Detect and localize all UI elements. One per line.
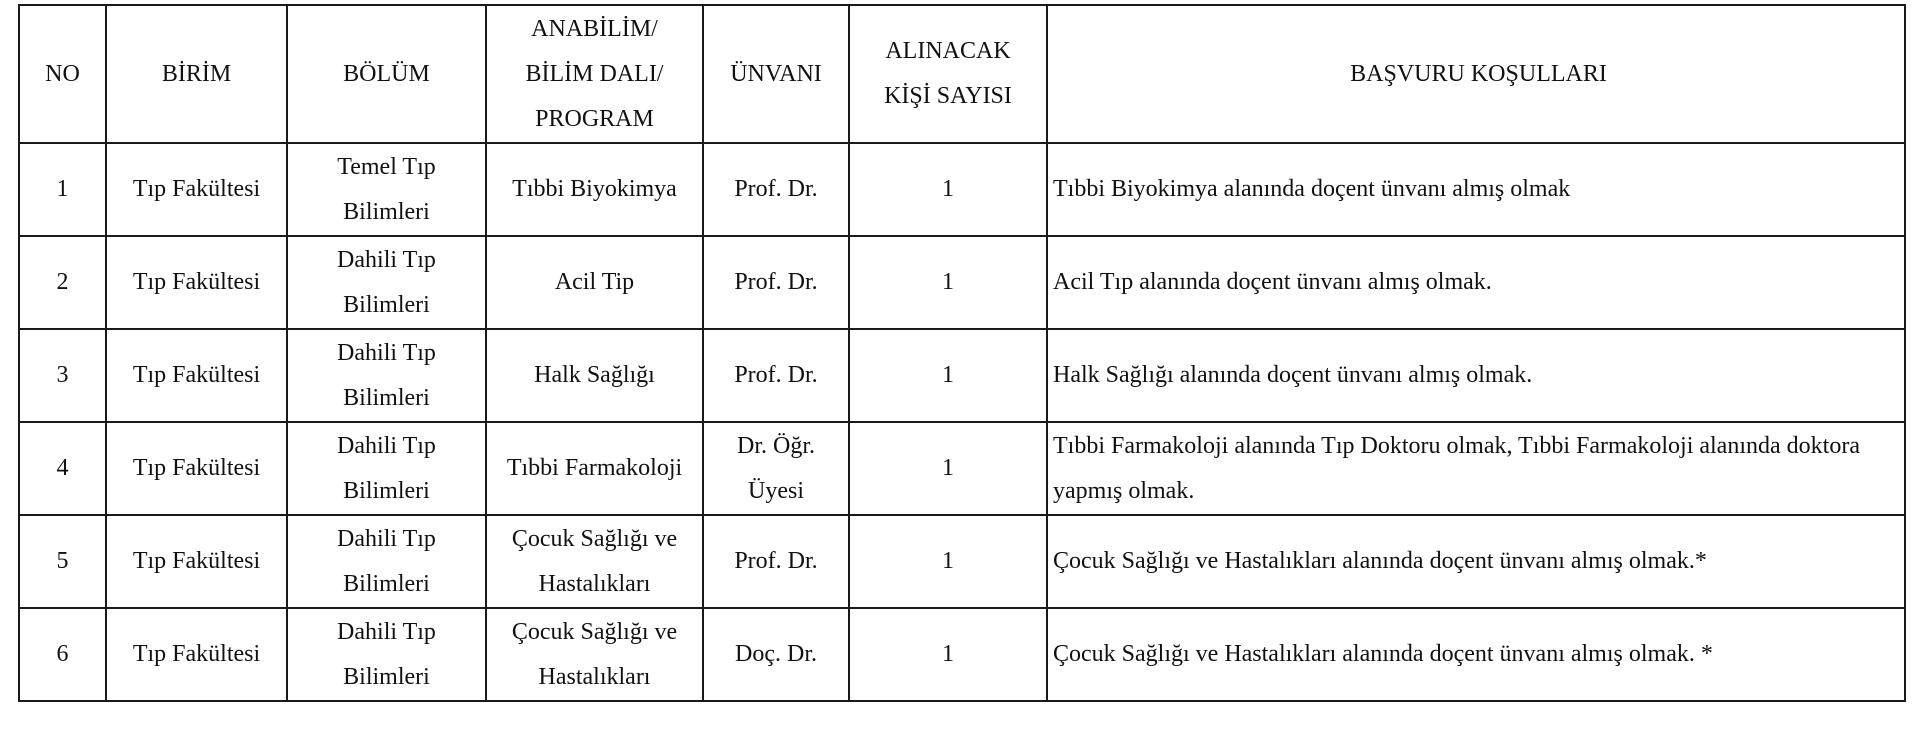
row-birim: Tıp Fakültesi xyxy=(106,236,287,329)
row-unvan-line: Doç. Dr. xyxy=(735,641,817,667)
row-no: 6 xyxy=(19,608,106,701)
header-row xyxy=(19,5,1905,143)
header-anabilim xyxy=(486,5,703,143)
row-anabilim xyxy=(486,608,703,701)
table-body xyxy=(19,143,1905,701)
row-no: 4 xyxy=(19,422,106,515)
row-anabilim-line: Hastalıkları xyxy=(538,570,651,597)
row-unvan xyxy=(703,515,849,608)
row-basvuru-kosulu: Çocuk Sağlığı ve Hastalıkları alanında doçent ünvanı almış olmak.* xyxy=(1047,515,1905,608)
table-row xyxy=(19,329,1905,422)
header-anabilim-line: PROGRAM xyxy=(535,105,654,132)
row-birim: Tıp Fakültesi xyxy=(106,608,287,701)
row-anabilim-line: Hastalıkları xyxy=(538,663,651,690)
row-kisi-sayisi: 1 xyxy=(849,422,1047,515)
row-anabilim-line: Çocuk Sağlığı ve xyxy=(511,525,678,552)
row-unvan xyxy=(703,329,849,422)
row-bolum-line: Bilimleri xyxy=(343,291,430,318)
row-anabilim-line: Çocuk Sağlığı ve xyxy=(511,618,678,645)
row-basvuru-kosulu: Çocuk Sağlığı ve Hastalıkları alanında doçent ünvanı almış olmak. * xyxy=(1047,608,1905,701)
row-bolum xyxy=(287,422,486,515)
table-row xyxy=(19,422,1905,515)
header-basvuru: BAŞVURU KOŞULLARI xyxy=(1047,5,1905,143)
row-unvan-line: Prof. Dr. xyxy=(734,269,818,295)
row-basvuru-kosulu: Tıbbi Farmakoloji alanında Tıp Doktoru olmak, Tıbbi Farmakoloji alanında doktora yapmış olmak. xyxy=(1047,422,1905,515)
table-row xyxy=(19,236,1905,329)
row-birim: Tıp Fakültesi xyxy=(106,143,287,236)
row-bolum-line: Dahili Tıp xyxy=(337,339,436,366)
header-anabilim-line: BİLİM DALI/ xyxy=(525,60,664,87)
row-bolum xyxy=(287,143,486,236)
table-row xyxy=(19,515,1905,608)
row-birim: Tıp Fakültesi xyxy=(106,422,287,515)
row-bolum-line: Bilimleri xyxy=(343,477,430,504)
row-anabilim xyxy=(486,143,703,236)
row-basvuru-kosulu: Acil Tıp alanında doçent ünvanı almış olmak. xyxy=(1047,236,1905,329)
row-no: 1 xyxy=(19,143,106,236)
row-basvuru-kosulu: Halk Sağlığı alanında doçent ünvanı almış olmak. xyxy=(1047,329,1905,422)
header-no: NO xyxy=(19,5,106,143)
row-bolum-line: Dahili Tıp xyxy=(337,246,436,273)
header-bolum: BÖLÜM xyxy=(287,5,486,143)
row-anabilim xyxy=(486,422,703,515)
positions-table xyxy=(18,4,1906,702)
row-birim: Tıp Fakültesi xyxy=(106,329,287,422)
row-bolum-line: Bilimleri xyxy=(343,198,430,225)
row-bolum-line: Temel Tıp xyxy=(337,153,436,180)
row-kisi-sayisi: 1 xyxy=(849,608,1047,701)
row-bolum-line: Dahili Tıp xyxy=(337,432,436,459)
row-anabilim xyxy=(486,515,703,608)
row-unvan xyxy=(703,608,849,701)
row-unvan-line: Prof. Dr. xyxy=(734,362,818,388)
row-unvan-line: Dr. Öğr. xyxy=(737,432,815,459)
header-unvani: ÜNVANI xyxy=(703,5,849,143)
row-anabilim xyxy=(486,329,703,422)
row-bolum-line: Dahili Tıp xyxy=(337,618,436,645)
row-anabilim-line: Tıbbi Farmakoloji xyxy=(506,455,683,481)
table-row xyxy=(19,143,1905,236)
row-kisi-sayisi: 1 xyxy=(849,143,1047,236)
row-birim: Tıp Fakültesi xyxy=(106,515,287,608)
row-anabilim xyxy=(486,236,703,329)
row-bolum-line: Bilimleri xyxy=(343,663,430,690)
header-birim: BİRİM xyxy=(106,5,287,143)
header-anabilim-line: ANABİLİM/ xyxy=(531,15,658,42)
row-bolum-line: Bilimleri xyxy=(343,384,430,411)
row-bolum xyxy=(287,236,486,329)
row-unvan xyxy=(703,143,849,236)
row-bolum-line: Dahili Tıp xyxy=(337,525,436,552)
row-anabilim-line: Halk Sağlığı xyxy=(534,362,655,388)
row-unvan-line: Üyesi xyxy=(748,477,804,504)
row-unvan xyxy=(703,236,849,329)
row-bolum xyxy=(287,515,486,608)
row-bolum xyxy=(287,329,486,422)
header-alinacak-line: ALINACAK xyxy=(885,38,1011,64)
row-kisi-sayisi: 1 xyxy=(849,515,1047,608)
row-no: 5 xyxy=(19,515,106,608)
row-unvan xyxy=(703,422,849,515)
row-no: 2 xyxy=(19,236,106,329)
row-anabilim-line: Acil Tip xyxy=(554,269,635,295)
row-anabilim-line: Tıbbi Biyokimya xyxy=(512,176,677,202)
row-basvuru-kosulu: Tıbbi Biyokimya alanında doçent ünvanı almış olmak xyxy=(1047,143,1905,236)
row-kisi-sayisi: 1 xyxy=(849,329,1047,422)
row-bolum xyxy=(287,608,486,701)
header-alinacak xyxy=(849,5,1047,143)
row-unvan-line: Prof. Dr. xyxy=(734,176,818,202)
header-alinacak-line: KİŞİ SAYISI xyxy=(884,83,1012,109)
row-kisi-sayisi: 1 xyxy=(849,236,1047,329)
row-bolum-line: Bilimleri xyxy=(343,570,430,597)
row-no: 3 xyxy=(19,329,106,422)
row-unvan-line: Prof. Dr. xyxy=(734,548,818,574)
table-row xyxy=(19,608,1905,701)
